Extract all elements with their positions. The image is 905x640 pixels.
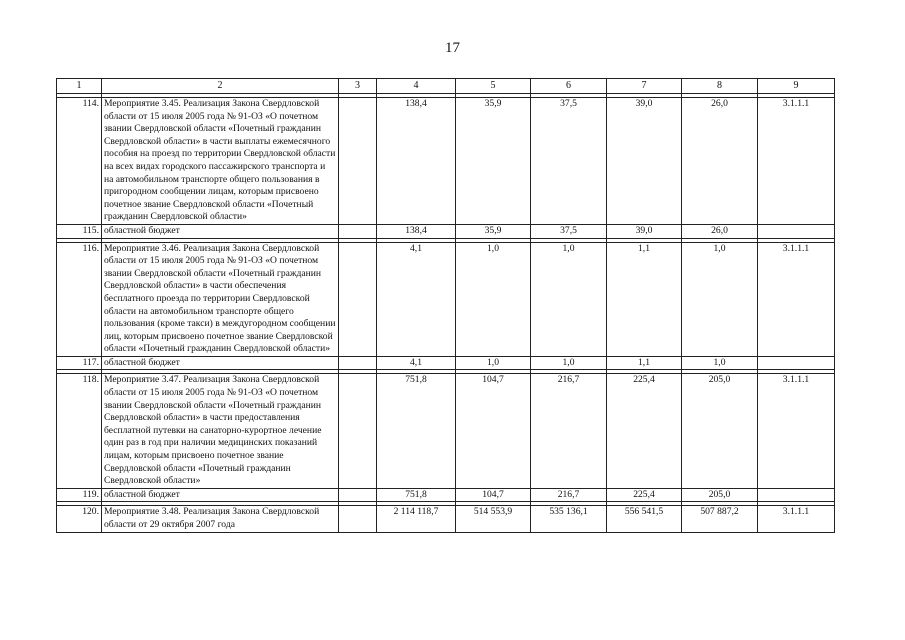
row-col7-value: 225,4 <box>607 374 682 488</box>
row-number: 117. <box>57 356 102 370</box>
header-col-2: 2 <box>102 79 339 94</box>
row-target-code: 3.1.1.1 <box>758 98 835 225</box>
row-col8-value: 205,0 <box>682 488 758 502</box>
table-row <box>57 224 835 238</box>
row-target-code <box>758 488 835 502</box>
row-col5-value: 1,0 <box>456 242 531 356</box>
row-col7-value: 39,0 <box>607 98 682 225</box>
row-col5-value: 35,9 <box>456 224 531 238</box>
row-description: Мероприятие 3.45. Реализация Закона Свердловской области от 15 июля 2005 года № 91-ОЗ «О почетном звании Свердловской области «Почетный гражданин Свердловской области» в части выплаты ежемесячного пособия на проезд по территории Свердловской области на всех видах городского пассажирского транспорта и на автомобильном транспорте общего пользования в пригородном сообщении лицам, которым присвоено почетное звание Свердловской области «Почетный гражданин Свердловской области» <box>102 98 339 225</box>
row-target-code: 3.1.1.1 <box>758 374 835 488</box>
row-col4-value: 138,4 <box>377 224 456 238</box>
page-number: 17 <box>445 40 460 56</box>
row-target-code <box>758 224 835 238</box>
row-number: 115. <box>57 224 102 238</box>
row-description: областной бюджет <box>102 488 339 502</box>
row-col5-value: 104,7 <box>456 488 531 502</box>
row-col7-value: 1,1 <box>607 356 682 370</box>
row-col3 <box>339 98 377 225</box>
row-col7-value: 39,0 <box>607 224 682 238</box>
table-row <box>57 374 835 488</box>
row-col6-value: 37,5 <box>531 98 607 225</box>
header-col-3: 3 <box>339 79 377 94</box>
row-col7-value: 1,1 <box>607 242 682 356</box>
row-target-code <box>758 356 835 370</box>
header-col-9: 9 <box>758 79 835 94</box>
header-row <box>57 79 835 94</box>
row-col3 <box>339 488 377 502</box>
header-col-5: 5 <box>456 79 531 94</box>
header-col-8: 8 <box>682 79 758 94</box>
row-col3 <box>339 506 377 532</box>
row-col8-value: 1,0 <box>682 242 758 356</box>
row-description: Мероприятие 3.46. Реализация Закона Свердловской области от 15 июля 2005 года № 91-ОЗ «О почетном звании Свердловской области «Почетный гражданин Свердловской области» в части обеспечения бесплатного проезда по территории Свердловской области на автомобильном транспорте общего пользования (кроме такси) в междугородном сообщении лиц, которым присвоено почетное звание Свердловской области «Почетный гражданин Свердловской области» <box>102 242 339 356</box>
program-measures-table <box>56 78 835 533</box>
row-description: Мероприятие 3.47. Реализация Закона Свердловской области от 15 июля 2005 года № 91-ОЗ «О почетном звании Свердловской области «Почетный гражданин Свердловской области» в части предоставления бесплатной путевки на санаторно-курортное лечение один раз в год при наличии медицинских показаний лицам, которым присвоено почетное звание Свердловской области «Почетный гражданин Свердловской области» <box>102 374 339 488</box>
header-col-6: 6 <box>531 79 607 94</box>
row-col6-value: 216,7 <box>531 374 607 488</box>
row-col4-value: 4,1 <box>377 242 456 356</box>
row-description: областной бюджет <box>102 224 339 238</box>
row-col7-value: 225,4 <box>607 488 682 502</box>
row-col4-value: 2 114 118,7 <box>377 506 456 532</box>
header-col-4: 4 <box>377 79 456 94</box>
row-col8-value: 205,0 <box>682 374 758 488</box>
row-col3 <box>339 224 377 238</box>
row-col8-value: 26,0 <box>682 224 758 238</box>
row-col5-value: 1,0 <box>456 356 531 370</box>
row-number: 119. <box>57 488 102 502</box>
row-col6-value: 535 136,1 <box>531 506 607 532</box>
table-row <box>57 98 835 225</box>
row-number: 118. <box>57 374 102 488</box>
row-number: 116. <box>57 242 102 356</box>
row-col3 <box>339 242 377 356</box>
table-row <box>57 506 835 532</box>
row-number: 120. <box>57 506 102 532</box>
row-col6-value: 37,5 <box>531 224 607 238</box>
row-description: областной бюджет <box>102 356 339 370</box>
row-col8-value: 26,0 <box>682 98 758 225</box>
table-row <box>57 356 835 370</box>
row-target-code: 3.1.1.1 <box>758 506 835 532</box>
row-col8-value: 507 887,2 <box>682 506 758 532</box>
row-description: Мероприятие 3.48. Реализация Закона Свердловской области от 29 октября 2007 года <box>102 506 339 532</box>
row-col6-value: 1,0 <box>531 242 607 356</box>
row-col4-value: 751,8 <box>377 374 456 488</box>
row-col6-value: 216,7 <box>531 488 607 502</box>
table-row <box>57 242 835 356</box>
header-col-7: 7 <box>607 79 682 94</box>
header-col-1: 1 <box>57 79 102 94</box>
row-col3 <box>339 356 377 370</box>
row-col6-value: 1,0 <box>531 356 607 370</box>
row-col5-value: 35,9 <box>456 98 531 225</box>
row-col4-value: 751,8 <box>377 488 456 502</box>
row-number: 114. <box>57 98 102 225</box>
row-col3 <box>339 374 377 488</box>
row-col7-value: 556 541,5 <box>607 506 682 532</box>
row-target-code: 3.1.1.1 <box>758 242 835 356</box>
row-col5-value: 514 553,9 <box>456 506 531 532</box>
table-row <box>57 488 835 502</box>
row-col4-value: 138,4 <box>377 98 456 225</box>
row-col8-value: 1,0 <box>682 356 758 370</box>
row-col4-value: 4,1 <box>377 356 456 370</box>
row-col5-value: 104,7 <box>456 374 531 488</box>
